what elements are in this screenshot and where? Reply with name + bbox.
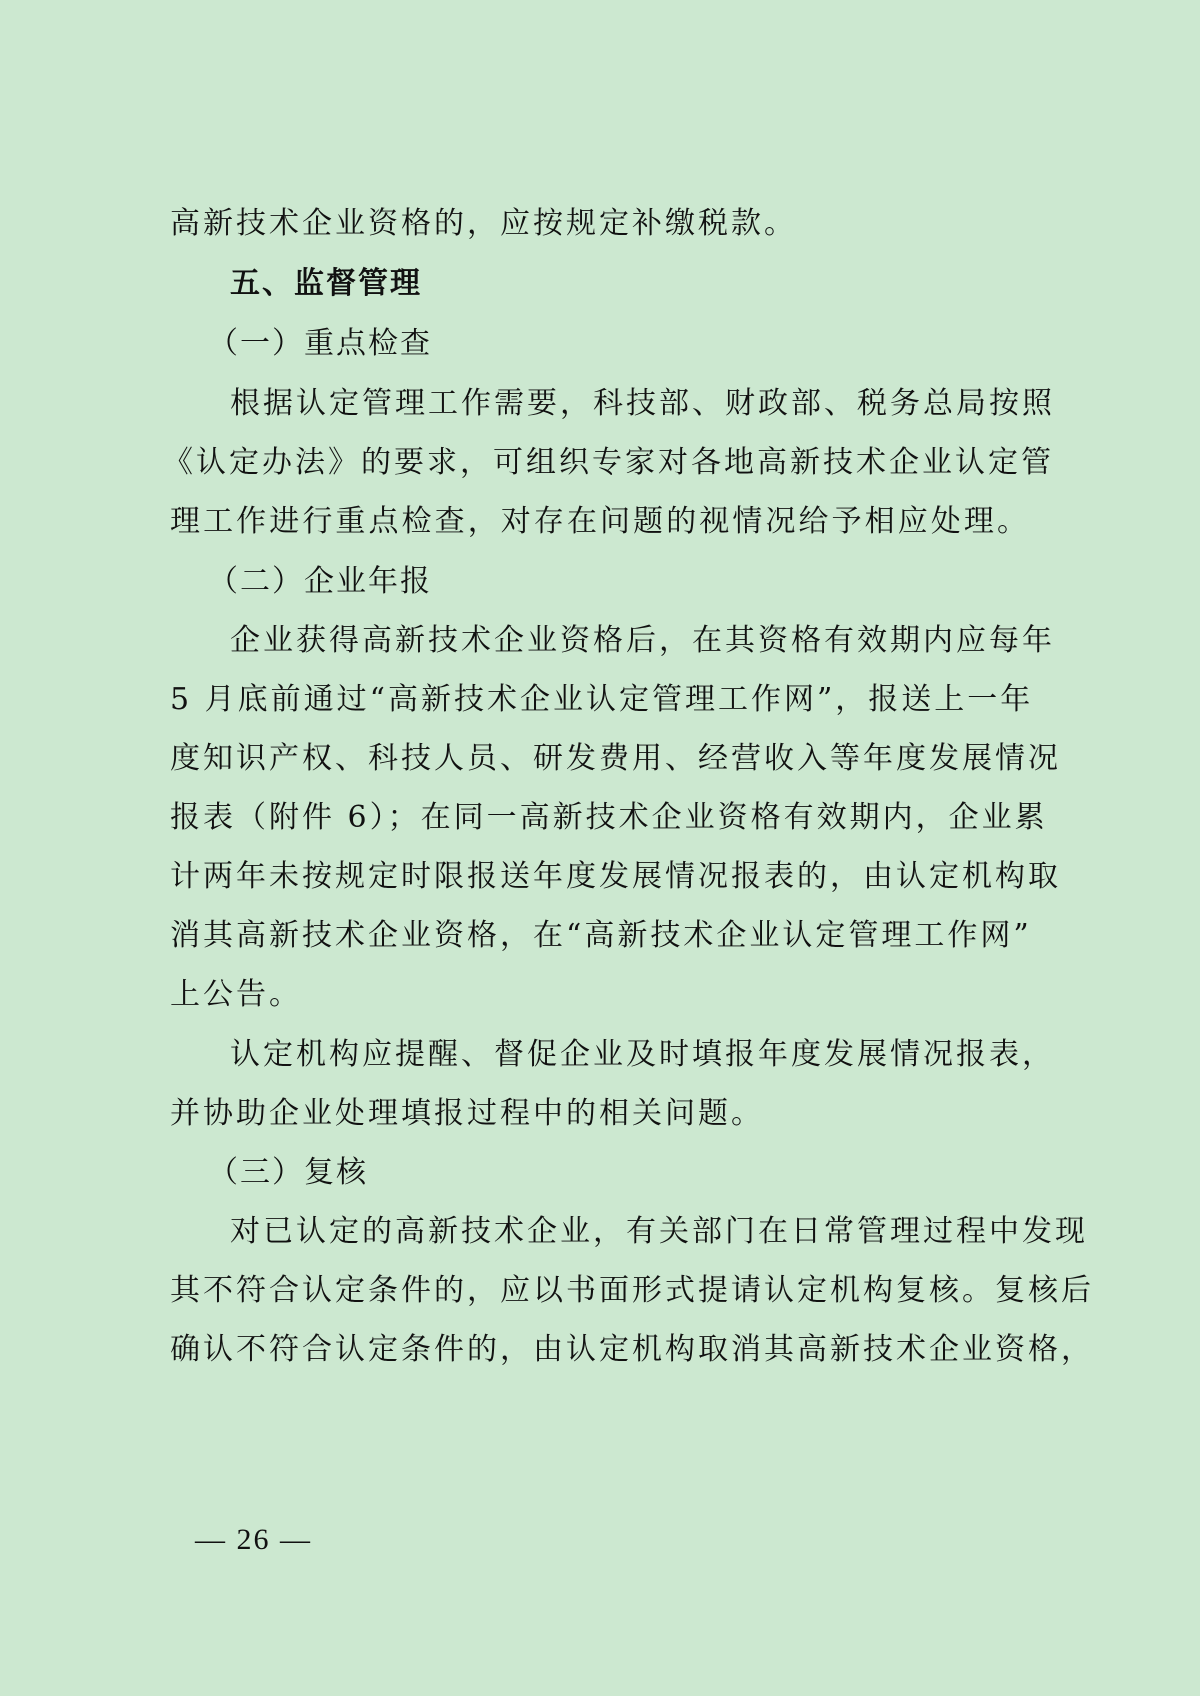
paragraph-line: 理工作进行重点检查，对存在问题的视情况给予相应处理。 — [170, 504, 1030, 539]
paragraph-line: 上公告。 — [170, 977, 302, 1012]
paragraph-line: 并协助企业处理填报过程中的相关问题。 — [170, 1096, 764, 1131]
paragraph-line: 其不符合认定条件的，应以书面形式提请认定机构复核。复核后 — [170, 1273, 1094, 1308]
paragraph-line: 度知识产权、科技人员、研发费用、经营收入等年度发展情况 — [170, 741, 1061, 776]
paragraph-line: 消其高新技术企业资格，在“高新技术企业认定管理工作网” — [170, 918, 1032, 953]
paragraph-line: 对已认定的高新技术企业，有关部门在日常管理过程中发现 — [230, 1214, 1088, 1249]
paragraph-line: 高新技术企业资格的，应按规定补缴税款。 — [170, 206, 797, 241]
paragraph-line: 《认定办法》的要求，可组织专家对各地高新技术企业认定管 — [163, 445, 1054, 480]
paragraph-line: 确认不符合认定条件的，由认定机构取消其高新技术企业资格， — [170, 1332, 1094, 1367]
subsection-heading: （二）企业年报 — [208, 564, 432, 599]
subsection-heading: （三）复核 — [208, 1155, 368, 1190]
paragraph-line: 根据认定管理工作需要，科技部、财政部、税务总局按照 — [230, 386, 1055, 421]
page-number: — 26 — — [195, 1523, 312, 1556]
paragraph-line: 报表（附件 6）；在同一高新技术企业资格有效期内，企业累 — [170, 800, 1048, 835]
paragraph-line: 认定机构应提醒、督促企业及时填报年度发展情况报表， — [230, 1037, 1055, 1072]
subsection-heading: （一）重点检查 — [208, 326, 432, 361]
paragraph-line: 企业获得高新技术企业资格后，在其资格有效期内应每年 — [230, 623, 1055, 658]
paragraph-line: 计两年未按规定时限报送年度发展情况报表的，由认定机构取 — [170, 859, 1061, 894]
paragraph-line: 5 月底前通过“高新技术企业认定管理工作网”，报送上一年 — [170, 682, 1034, 717]
section-heading: 五、监督管理 — [230, 266, 422, 301]
